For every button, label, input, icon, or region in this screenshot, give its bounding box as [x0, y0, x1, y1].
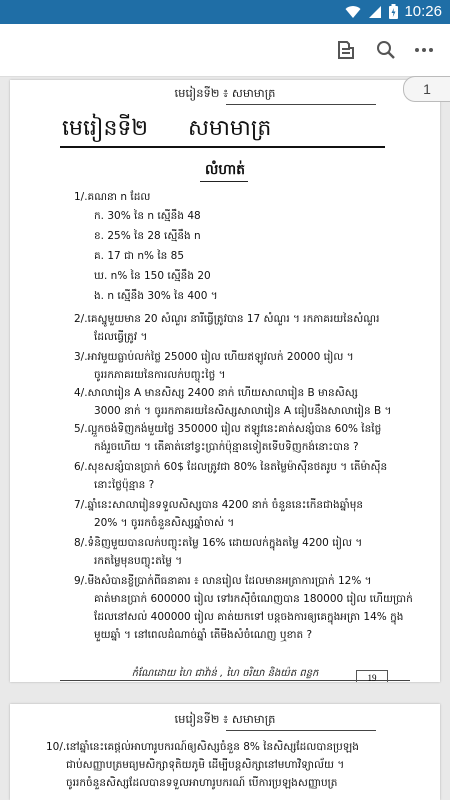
question-9-line-1: 9/.មីងសំបានខ្ចីប្រាក់ពីធនាគារ ៖ លានរៀល ដែលមានអត្រាការប្រាក់ 12% ។ — [74, 575, 372, 587]
question-7-line-1: 7/.ឆ្នាំនេះសាលារៀនទទួលសិស្សបាន 4200 នាក់ ចំនួននេះកើនជាងឆ្នាំមុន — [74, 499, 364, 511]
question-10-line-3: ចូររកចំនួនសិស្សដែលបានទទួលអាហារូបករណ៍ បើការប្រឡងសញ្ញាបត្រ — [66, 777, 338, 789]
question-5-line-2: កង់រួចហើយ ។ តើគាត់នៅខ្វះប្រាក់ប៉ុន្មានទៀតទើបទិញកង់នោះបាន ? — [94, 441, 359, 453]
page-indicator[interactable]: 1 — [403, 76, 450, 102]
exercise-underline — [200, 181, 248, 182]
question-10-line-2: ជាប់សញ្ញាបត្រមធ្យមសិក្សាទុតិយភូមិ ដើម្បីបន្តសិក្សានៅមហាវិទ្យាល័យ ។ — [66, 759, 345, 771]
chapter-title: សមាមាត្រ — [188, 116, 272, 141]
question-8-line-1: 8/.ទំនិញមួយបានលក់បញ្ចុះតម្លៃ 16% ដោយលក់ក្នុងតម្លៃ 4200 រៀល ។ — [74, 537, 363, 549]
status-bar — [0, 0, 450, 24]
page-footer: កំណែដោយ ហៃ ជាវ៉ាន់ , ហៃ ចរិយា និងយ៉ត ពន្លក — [131, 668, 319, 679]
question-4-line-1: 4/.សាលារៀន A មានសិស្ស 2400 នាក់ ហើយសាលារៀន B មានសិស្ស — [74, 387, 358, 399]
question-5-line-1: 5/.ល្អួកចង់ទិញកង់មួយថ្លៃ 350000 រៀល ឥឡូវនេះគាត់សន្សំបាន 60% នៃថ្លៃ — [74, 423, 382, 435]
question-3-line-1: 3/.អាវមួយធ្លាប់លក់ថ្លៃ 25000 រៀល ហើយឥឡូវលក់ 20000 រៀល ។ — [74, 351, 354, 363]
question-9-line-2: គាត់មានប្រាក់ 600000 រៀល ទៅរកស៊ីចំណេញបាន 180000 រៀល ហើយប្រាក់ — [94, 593, 413, 605]
running-head: មេរៀនទី២ ៖ សមាមាត្រ — [174, 86, 276, 100]
document-page-2 — [10, 704, 440, 800]
battery-icon — [389, 4, 398, 22]
signal-icon — [368, 5, 382, 22]
status-time: 10:26 — [404, 3, 442, 20]
wifi-icon — [345, 5, 361, 22]
question-9-line-3: ដែលនៅសល់ 400000 រៀល គាត់យកទៅ បន្តចងការឲ្យគេក្នុងអត្រា 14% ក្នុង — [94, 611, 404, 623]
chapter-number: មេរៀនទី២ — [62, 116, 149, 141]
header-rule-2 — [226, 730, 376, 731]
question-2-line-2: ដែលធ្វើត្រូវ ។ — [94, 331, 148, 343]
question-3-line-2: ចូររកភាគរយនៃការលក់បញ្ចុះថ្លៃ ។ — [94, 369, 226, 381]
chapter-rule — [60, 146, 385, 148]
page-number: 19 — [356, 670, 388, 682]
question-9-line-4: មួយឆ្នាំ ។ នៅពេលដំណាច់ឆ្នាំ តើមីងសំចំណេញ ឬខាត ? — [94, 629, 313, 641]
document-page-1 — [10, 80, 440, 682]
question-1b: ខ. 25% នៃ 28 ស្មើនឹង n — [94, 230, 201, 242]
running-head-2: មេរៀនទី២ ៖ សមាមាត្រ — [174, 712, 276, 726]
question-10-line-1: 10/.នៅឆ្នាំនេះគេផ្តល់អាហារូបករណ៍ឲ្យសិស្សចំនួន 8% នៃសិស្សដែលបានប្រឡង — [46, 741, 359, 753]
question-1: 1/.គណនា n ដែល — [74, 191, 151, 203]
more-icon[interactable] — [410, 36, 438, 64]
search-icon[interactable] — [372, 36, 400, 64]
bookmark-icon[interactable] — [332, 36, 360, 64]
question-1c: គ. 17 ជា n% នៃ 85 — [94, 250, 185, 262]
question-2-line-1: 2/.គេស្នូមួយមាន 20 សំណួរ នារីធ្វើត្រូវបាន 17 សំណួរ ។ រកភាគរយនៃសំណួរ — [74, 313, 380, 325]
question-7-line-2: 20% ។ ចូររកចំនួនសិស្សឆ្នាំចាស់ ។ — [94, 517, 235, 529]
question-4-line-2: 3000 នាក់ ។ ចូររកភាគរយនៃសិស្សសាលារៀន A ធៀបនឹងសាលារៀន B ។ — [94, 405, 392, 417]
exercise-heading: លំហាត់ — [205, 162, 245, 178]
header-rule — [226, 104, 376, 105]
question-1a: ក. 30% នៃ n ស្មើនឹង 48 — [94, 210, 201, 222]
question-1d: ឃ. n% នៃ 150 ស្មើនឹង 20 — [94, 270, 211, 282]
reader-toolbar — [0, 24, 450, 77]
question-1e: ង. n ស្មើនឹង 30% នៃ 400 ។ — [94, 290, 218, 302]
question-6-line-1: 6/.សុខសន្សំបានប្រាក់ 60$ ដែលត្រូវជា 80% នៃតម្លៃម៉ាស៊ីនថតរូប ។ តើម៉ាស៊ីន — [74, 461, 388, 473]
question-6-line-2: នោះថ្លៃប៉ុន្មាន ? — [94, 479, 155, 491]
question-8-line-2: រកតម្លៃមុនបញ្ចុះតម្លៃ ។ — [94, 555, 183, 567]
